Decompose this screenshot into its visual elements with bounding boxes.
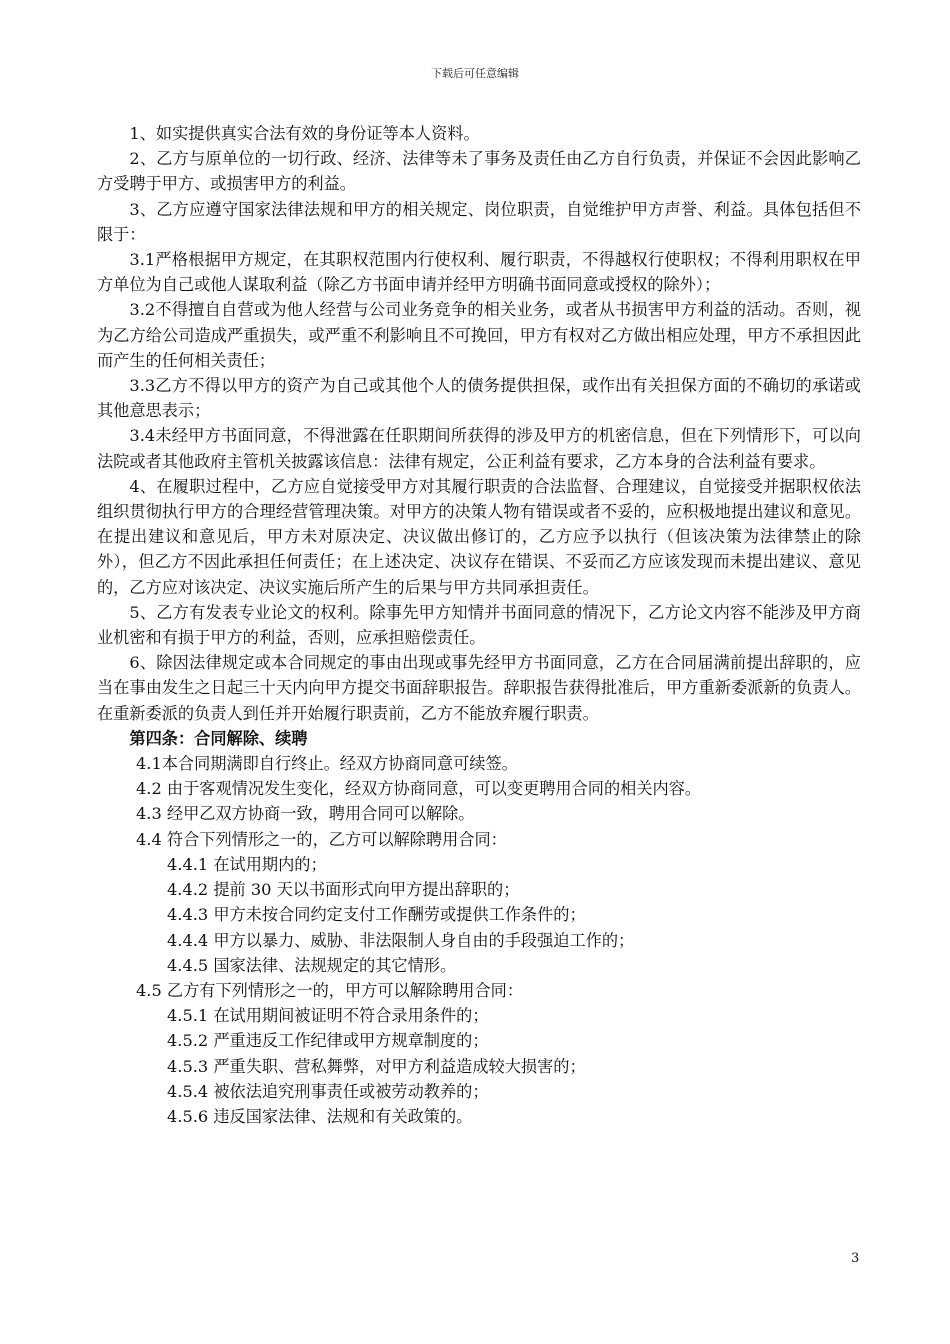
clause-6: 6、除因法律规定或本合同规定的事由出现或事先经甲方书面同意，乙方在合同届满前提出辞职的，应当在事由发生之日起三十天内向甲方提交书面辞职报告。辞职报告获得批准后，甲方重新委派新的负责人。在重新委派的负责人到任并开始履行职责前，乙方不能放弃履行职责。 (97, 653, 861, 723)
item-4-5-2: 4.5.2 严重违反工作纪律或甲方规章制度的； (167, 1031, 489, 1051)
item-4-5-3: 4.5.3 严重失职、营私舞弊，对甲方利益造成较大损害的； (167, 1056, 586, 1076)
clause-3: 3、乙方应遵守国家法律法规和甲方的相关规定、岗位职责，自觉维护甲方声誉、利益。具体包括但不限于： (97, 199, 861, 244)
clause-3-3: 3.3乙方不得以甲方的资产为自己或其他个人的债务提供担保，或作出有关担保方面的不确切的承诺或其他意思表示； (97, 376, 861, 421)
item-4-4-3: 4.4.3 甲方未按合同约定支付工作酬劳或提供工作条件的； (167, 905, 586, 925)
item-4-4-4: 4.4.4 甲方以暴力、威胁、非法限制人身自由的手段强迫工作的； (167, 930, 635, 950)
clause-5: 5、乙方有发表专业论文的权利。除事先甲方知情并书面同意的情况下，乙方论文内容不能涉及甲方商业机密和有损于甲方的利益，否则，应承担赔偿责任。 (97, 602, 861, 648)
document-body (97, 121, 861, 1129)
item-4-1: 4.1本合同期满即自行终止。经双方协商同意可续签。 (136, 754, 518, 774)
clause-4: 4、在履职过程中，乙方应自觉接受甲方对其履行职责的合法监督、合理建议，自觉接受并据职权依法组织贯彻执行甲方的合理经营管理决策。对甲方的决策人物有错误或者不妥的，应积极地提出建议和意见。在提出建议和意见后，甲方未对原决定、决议做出修订的，乙方应予以执行（但该决策为法律禁止的除外），但乙方不因此承担任何责任；在上述决定、决议存在错误、不妥而乙方应该发现而未提出建议、意见的，乙方应对该决定、决议实施后所产生的后果与甲方共同承担责任。 (97, 476, 861, 597)
clause-1: 1、如实提供真实合法有效的身份证等本人资料。 (129, 124, 480, 143)
item-4-5-6: 4.5.6 违反国家法律、法规和有关政策的。 (167, 1106, 473, 1126)
item-4-4: 4.4 符合下列情形之一的，乙方可以解除聘用合同： (136, 829, 507, 849)
item-4-5-4: 4.5.4 被依法追究刑事责任或被劳动教养的； (167, 1081, 489, 1101)
clause-2: 2、乙方与原单位的一切行政、经济、法律等未了事务及责任由乙方自行负责，并保证不会因此影响乙方受聘于甲方、或损害甲方的利益。 (97, 149, 861, 194)
section-heading: 第四条：合同解除、续聘 (129, 728, 308, 748)
clause-3-4: 3.4未经甲方书面同意，不得泄露在任职期间所获得的涉及甲方的机密信息，但在下列情形下，可以向法院或者其他政府主管机关披露该信息：法律有规定，公正利益有要求，乙方本身的合法利益有要求。 (97, 426, 861, 471)
item-4-4-5: 4.4.5 国家法律、法规规定的其它情形。 (167, 955, 457, 975)
clause-3-1: 3.1严格根据甲方规定，在其职权范围内行使权利、履行职责，不得越权行使职权；不得利用职权在甲方单位为自己或他人谋取利益（除乙方书面申请并经甲方明确书面同意或授权的除外）； (97, 250, 861, 295)
item-4-2: 4.2 由于客观情况发生变化，经双方协商同意，可以变更聘用合同的相关内容。 (136, 779, 702, 799)
item-4-4-2: 4.4.2 提前 30 天以书面形式向甲方提出辞职的； (167, 880, 520, 900)
page-header: 下载后可任意编辑 (431, 67, 519, 80)
item-4-3: 4.3 经甲乙双方协商一致，聘用合同可以解除。 (136, 804, 475, 824)
item-4-4-1: 4.4.1 在试用期内的； (167, 854, 327, 874)
clause-3-2: 3.2不得擅自自营或为他人经营与公司业务竞争的相关业务，或者从书损害甲方利益的活动。否则，视为乙方给公司造成严重损失，或严重不利影响且不可挽回，甲方有权对乙方做出相应处理，甲方不承担因此而产生的任何相关责任； (97, 300, 861, 370)
item-4-5: 4.5 乙方有下列情形之一的，甲方可以解除聘用合同： (136, 980, 524, 1000)
page-number: 3 (851, 1251, 860, 1266)
item-4-5-1: 4.5.1 在试用期间被证明不符合录用条件的； (167, 1006, 489, 1026)
